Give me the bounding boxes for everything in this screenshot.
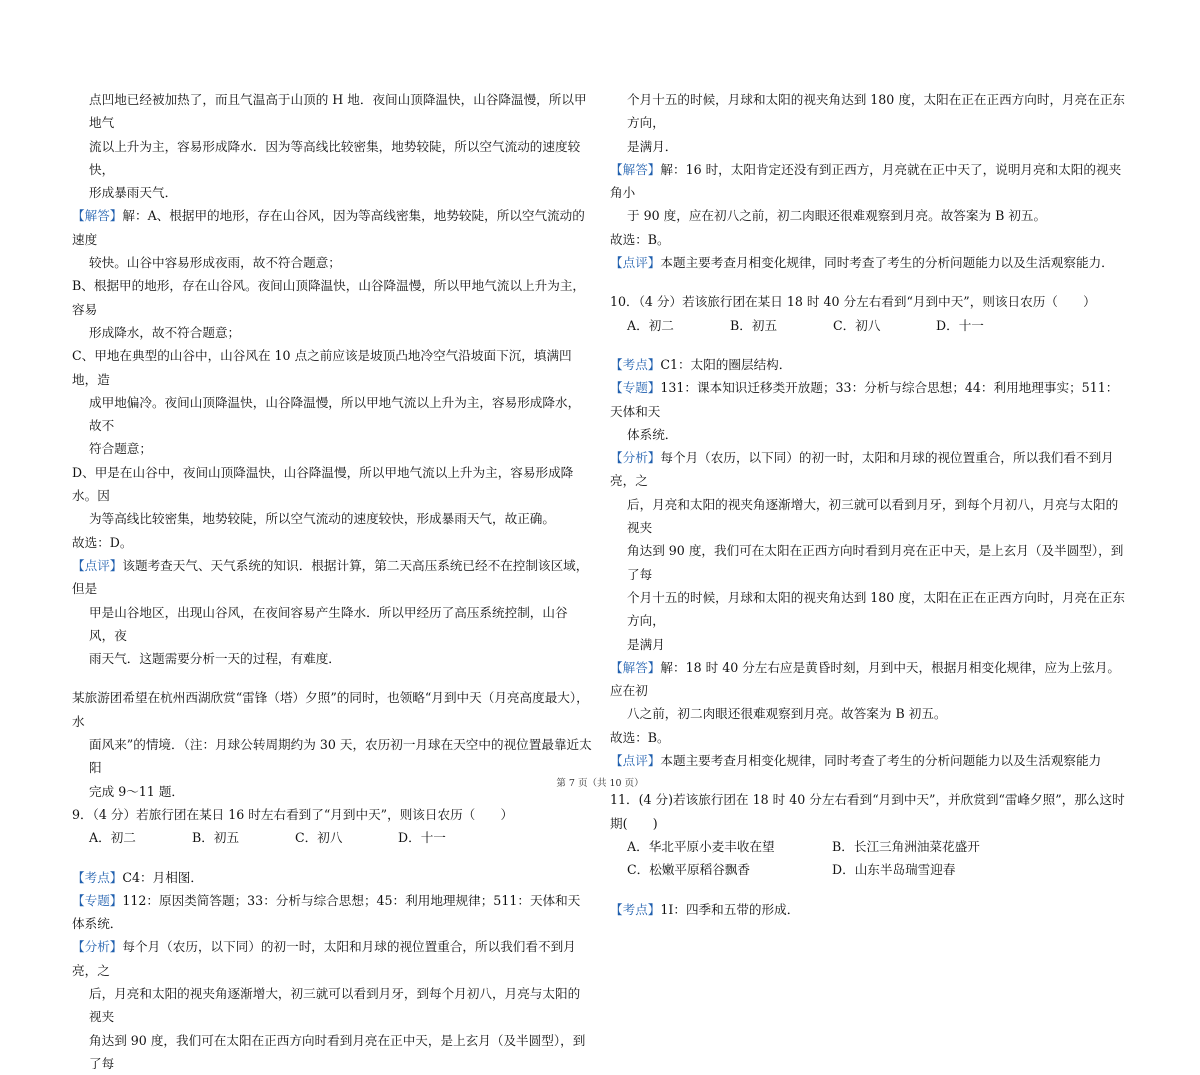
fenxi-tag: 【分析】: [72, 939, 123, 955]
option-c: C．初八: [295, 830, 343, 846]
text-line: 雨天气．这题需要分析一天的过程，有难度．: [89, 651, 341, 667]
comment-tag: 【点评】: [610, 753, 661, 769]
zhuanti-line: 【专题】131：课本知识迁移类开放题；33：分析与综合思想；44：利用地理事实；511：天体和天: [610, 380, 1119, 419]
left-column: [72, 88, 592, 1075]
text-line: 形成降水，故不符合题意；: [89, 324, 241, 340]
question-10: 10．（4 分）若该旅行团在某日 18 时 40 分左右看到“月到中天”，则该日农历（ ）: [610, 294, 1096, 310]
text-line: 符合题意；: [89, 441, 152, 457]
kaodian-tag: 【考点】: [72, 869, 123, 885]
fenxi-tag: 【分析】: [610, 450, 661, 466]
answer-block: 【解答】解：18 时 40 分左右应是黄昏时刻，月到中天，根据月相变化规律，应为上弦月。应在初: [610, 659, 1121, 699]
fenxi-line: 【分析】每个月（农历，以下同）的初一时，太阳和月球的视位置重合，所以我们看不到月亮，之: [72, 939, 576, 978]
question-10-options: [610, 314, 1130, 337]
answer-tag: 【解答】: [610, 161, 661, 177]
text-line: 是满月．: [627, 138, 678, 154]
comment-block: 【点评】本题主要考查月相变化规律，同时考查了考生的分析问题能力以及生活观察能力: [610, 753, 1102, 769]
text-line: 为等高线比较密集，地势较陡，所以空气流动的速度较快，形成暴雨天气，故正确。: [89, 511, 555, 527]
comment-block: 【点评】该题考查天气、天气系统的知识．根据计算，第二天高压系统已经不在控制该区域，但是: [72, 557, 589, 597]
option-b: B．初五: [192, 830, 240, 846]
text-line: 后，月亮和太阳的视夹角逐渐增大，初三就可以看到月牙，到每个月初八，月亮与太阳的视夹: [89, 985, 581, 1025]
comment-tag: 【点评】: [610, 255, 661, 271]
text-line: 角达到 90 度，我们可在太阳在正西方向时看到月亮在正中天，是上玄月（及半圆型），到了每: [89, 1032, 586, 1071]
option-c: C．初八: [833, 317, 881, 333]
option-a: A．初二: [89, 830, 136, 846]
fenxi-line: 【分析】每个月（农历，以下同）的初一时，太阳和月球的视位置重合，所以我们看不到月亮，之: [610, 450, 1114, 489]
answer-block: 【解答】解：16 时，太阳肯定还没有到正西方，月亮就在正中天了，说明月亮和太阳的视夹角小: [610, 161, 1122, 201]
kaodian-tag: 【考点】: [610, 356, 661, 372]
text-line: 后，月亮和太阳的视夹角逐渐增大，初三就可以看到月牙，到每个月初八，月亮与太阳的视夹: [627, 496, 1119, 536]
zhuanti-line: 【专题】112：原因类简答题；33：分析与综合思想；45：利用地理规律；511：天体和天体系统．: [72, 892, 581, 932]
text-line: 八之前，初二肉眼还很难观察到月亮。故答案为 B 初五。: [627, 706, 947, 722]
passage-line: 完成 9～11 题．: [89, 783, 185, 799]
question-9: 9．（4 分）若旅行团在某日 16 时左右看到了“月到中天”，则该日农历（ ）: [72, 806, 514, 822]
text-line: 是满月: [627, 636, 665, 652]
text-line: 成甲地偏冷。夜间山顶降温快，山谷降温慢，所以甲地气流以上升为主，容易形成降水，故不: [89, 394, 581, 434]
option-d: D．十一: [398, 830, 446, 846]
text-line: 故选：B。: [610, 729, 670, 745]
zhuanti-tag: 【专题】: [72, 892, 123, 908]
passage-line: 面风来”的情境．（注：月球公转周期约为 30 天，农历初一月球在天空中的视位置最靠近太阳: [89, 737, 592, 776]
zhuanti-tag: 【专题】: [610, 380, 661, 396]
question-11-options-row1: [610, 835, 1130, 858]
option-c: C．松嫩平原稻谷飘香: [627, 862, 750, 878]
text-line: 于 90 度，应在初八之前，初二肉眼还很难观察到月亮。故答案为 B 初五。: [627, 208, 1047, 224]
text-line: 点凹地已经被加热了，而且气温高于山顶的 H 地．夜间山顶降温快，山谷降温慢，所以甲地气: [89, 92, 587, 131]
question-11-options-row2: [610, 858, 1130, 881]
option-b: B．初五: [730, 317, 778, 333]
text-line: D、甲是在山谷中，夜间山顶降温快，山谷降温慢，所以甲地气流以上升为主，容易形成降水。因: [72, 464, 574, 504]
question-11: 11．(4 分)若该旅行团在 18 时 40 分左右看到“月到中天”，并欣赏到“雷峰夕照”，那么这时期( ): [610, 792, 1125, 831]
right-column: [610, 88, 1130, 921]
text-line: 故选：B。: [610, 231, 670, 247]
kaodian-line: 【考点】C4：月相图．: [72, 869, 203, 885]
text-line: 个月十五的时候，月球和太阳的视夹角达到 180 度，太阳在正在正西方向时，月亮在正东方向，: [627, 589, 1126, 629]
option-b: B．长江三角洲油菜花盛开: [832, 838, 980, 854]
text-line: B、根据甲的地形，存在山谷风。夜间山顶降温快，山谷降温慢，所以甲地气流以上升为主，容易: [72, 278, 586, 317]
answer-block: 【解答】解：A、根据甲的地形，存在山谷风，因为等高线密集，地势较陡，所以空气流动的速度: [72, 208, 585, 247]
kaodian-tag: 【考点】: [610, 901, 661, 917]
option-d: D．十一: [936, 317, 984, 333]
text-line: 形成暴雨天气．: [89, 185, 178, 201]
text-line: 个月十五的时候，月球和太阳的视夹角达到 180 度，太阳在正在正西方向时，月亮在正东方向，: [627, 92, 1126, 131]
answer-tag: 【解答】: [610, 659, 661, 675]
question-9-options: [72, 826, 592, 849]
text-line: 角达到 90 度，我们可在太阳在正西方向时看到月亮在正中天，是上玄月（及半圆型），到了每: [627, 543, 1124, 582]
kaodian-line: 【考点】1I：四季和五带的形成．: [610, 901, 800, 917]
answer-tag: 【解答】: [72, 208, 123, 224]
text-line: 故选：D。: [72, 534, 133, 550]
page-footer: 第 7 页（共 10 页）: [556, 778, 644, 789]
comment-tag: 【点评】: [72, 557, 123, 573]
option-a: A．初二: [627, 317, 674, 333]
text-line: 流以上升为主，容易形成降水．因为等高线比较密集，地势较陡，所以空气流动的速度较快，: [89, 138, 581, 177]
comment-block: 【点评】本题主要考查月相变化规律，同时考查了考生的分析问题能力以及生活观察能力．: [610, 255, 1114, 271]
option-d: D．山东半岛瑞雪迎春: [832, 862, 956, 878]
kaodian-line: 【考点】C1：太阳的圈层结构．: [610, 356, 792, 372]
option-a: A．华北平原小麦丰收在望: [627, 838, 775, 854]
passage-line: 某旅游团希望在杭州西湖欣赏“雷锋（塔）夕照”的同时，也领略“月到中天（月亮高度最大），水: [72, 690, 589, 729]
text-line: 较快。山谷中容易形成夜雨，故不符合题意；: [89, 255, 341, 271]
text-line: C、甲地在典型的山谷中，山谷风在 10 点之前应该是坡顶凸地冷空气沿坡面下沉，填满凹地，造: [72, 348, 572, 387]
text-line: 体系统．: [627, 426, 678, 442]
text-line: 甲是山谷地区，出现山谷风，在夜间容易产生降水．所以甲经历了高压系统控制，山谷风，夜: [89, 604, 568, 643]
